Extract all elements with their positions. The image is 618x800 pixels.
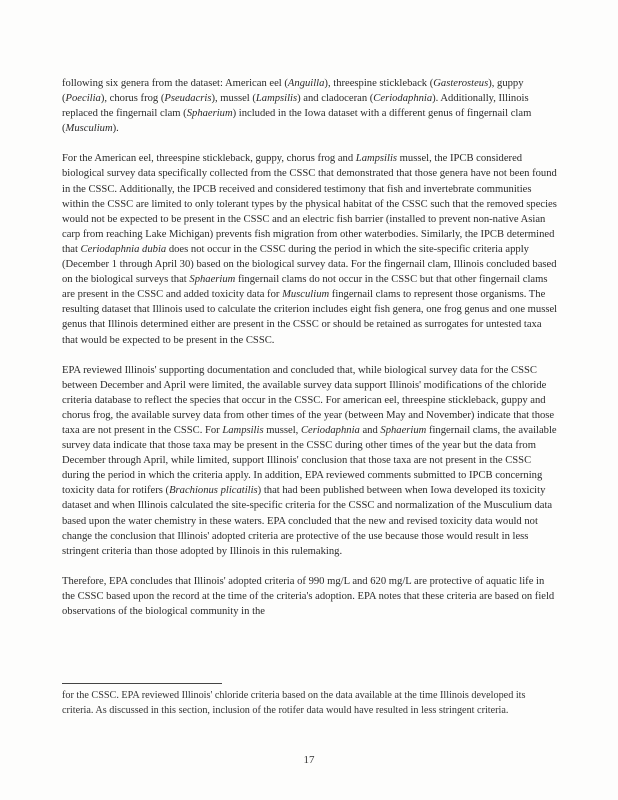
page-number: 17 [303, 754, 315, 766]
text-run: mussel, [263, 424, 301, 436]
italic-term: Sphaerium [186, 108, 233, 120]
italic-term: Lampsilis [222, 424, 264, 436]
text-run: ), threespine stickleback ( [324, 78, 434, 89]
italic-term: Sphaerium [189, 274, 236, 286]
text-run: mussel, the IPCB considered biological survey data specifically collected from the CSSC that demonstrated that those genera have not been found in the CSSC. Additionally, the IPCB received and considered testimony that fish and invertebrate communities within the CSSC are limited to only tolerant types by the physical habitat of the CSSC such that the removed species would not be expected to be present in the CSSC and an electric fish barrier (installed to prevent non-native Asian carp from reaching Lake Michigan) prevents fish migration from other waterbodies. Similarly, the IPCB determined that [62, 153, 557, 255]
text-run: and [359, 424, 381, 436]
text-run: ) that had been published between when Iowa developed its toxicity dataset and when Illinois calculated the site-specific criteria for the CSSC and normalization of the Musculium data based upon the water chemistry in these waters. EPA concluded that the new and revised toxicity data would not change the conclusion that Illinois' adopted criteria are protective of the use because those would result in less stringent criteria than those adopted by Illinois in this rulemaking. [62, 485, 553, 557]
text-run: ), mussel ( [211, 93, 256, 105]
text-run: ), chorus frog ( [100, 93, 165, 105]
text-run: ) included in the Iowa dataset with a different genus of fingernail clam ( [62, 108, 532, 135]
italic-term: Sphaerium [380, 424, 427, 436]
italic-term: Gasterosteus [433, 78, 489, 89]
italic-term: Anguilla [287, 78, 325, 89]
text-run: fingernail clams to represent those organisms. The resulting dataset that Illinois used to calculate the criterion includes eight fish genera, one frog genus and one mussel genus that Illinois determined either are present in the CSSC or should be retained as surrogates for untested taxa that would be expected to be present in the CSSC. [62, 289, 558, 346]
paragraph-p4 [62, 574, 558, 619]
text-run: ). Additionally, Illinois replaced the fingernail clam ( [62, 93, 529, 120]
footnote [62, 688, 558, 718]
italic-term: Lampsilis [355, 153, 398, 165]
text-run: following six genera from the dataset: American eel ( [62, 78, 288, 89]
text-run: Therefore, EPA concludes that Illinois' adopted criteria of 990 mg/L and 620 mg/L are protective of aquatic life in the CSSC based upon the record at the time of the criteria's adoption. EPA notes that these criteria are based on field observations of the biological community in the [62, 575, 555, 617]
text-run: does not occur in the CSSC during the period in which the site-specific criteria apply (December 1 through April 30) based on the biological survey data. For the fingernail clam, Illinois concluded based on the biological surveys that [62, 243, 557, 286]
text-run: fingernail clams do not occur in the CSSC but that other fingernail clams are present in the CSSC and added toxicity data for [62, 274, 548, 301]
italic-term: Pseudacris [164, 93, 212, 105]
footnote-text: for the CSSC. EPA reviewed Illinois' chloride criteria based on the data available at the time Illinois developed its criteria. As discussed in this section, inclusion of the rotifer data would have resulted in less stringent criteria. [62, 690, 526, 716]
italic-term: Poecilia [65, 93, 101, 105]
text-run: EPA reviewed Illinois' supporting documentation and concluded that, while biological survey data for the CSSC between December and April were limited, the available survey data support Illinois' modifications of the chloride criteria database to reflect the species that occur in the CSSC. For american eel, threespine stickleback, guppy and chorus frog, the available survey data from other times of the year (between May and November) indicate that those taxa are not present in the CSSC. For [62, 364, 555, 436]
paragraph-p1 [62, 76, 558, 136]
italic-term: Musculium [282, 289, 330, 301]
text-run: fingernail clams, the available survey data indicate that those taxa may be present in the CSSC during other times of the year but the data from December through April, while limited, support Illinois' conclusion that those taxa are not present in the CSSC during the period in which the criteria apply. In addition, EPA reviewed comments submitted to IPCB concerning toxicity data for rotifers ( [62, 424, 557, 497]
italic-term: Ceriodaphnia [373, 93, 433, 105]
body-text [62, 76, 558, 634]
text-run: ), guppy ( [62, 78, 524, 105]
text-run: For the American eel, threespine stickleback, guppy, chorus frog and [62, 153, 356, 165]
text-run: ) and cladoceran ( [297, 93, 374, 105]
italic-term: Ceriodaphnia [300, 424, 360, 436]
italic-term: Brachionus plicatilis [169, 485, 258, 497]
italic-term: Lampsilis [255, 93, 298, 105]
paragraph-p2 [62, 151, 558, 347]
text-run: ). [112, 123, 119, 135]
paragraph-p3 [62, 363, 558, 559]
italic-term: Ceriodaphnia dubia [80, 243, 167, 255]
footnote-divider [62, 683, 222, 684]
italic-term: Musculium [65, 123, 113, 135]
